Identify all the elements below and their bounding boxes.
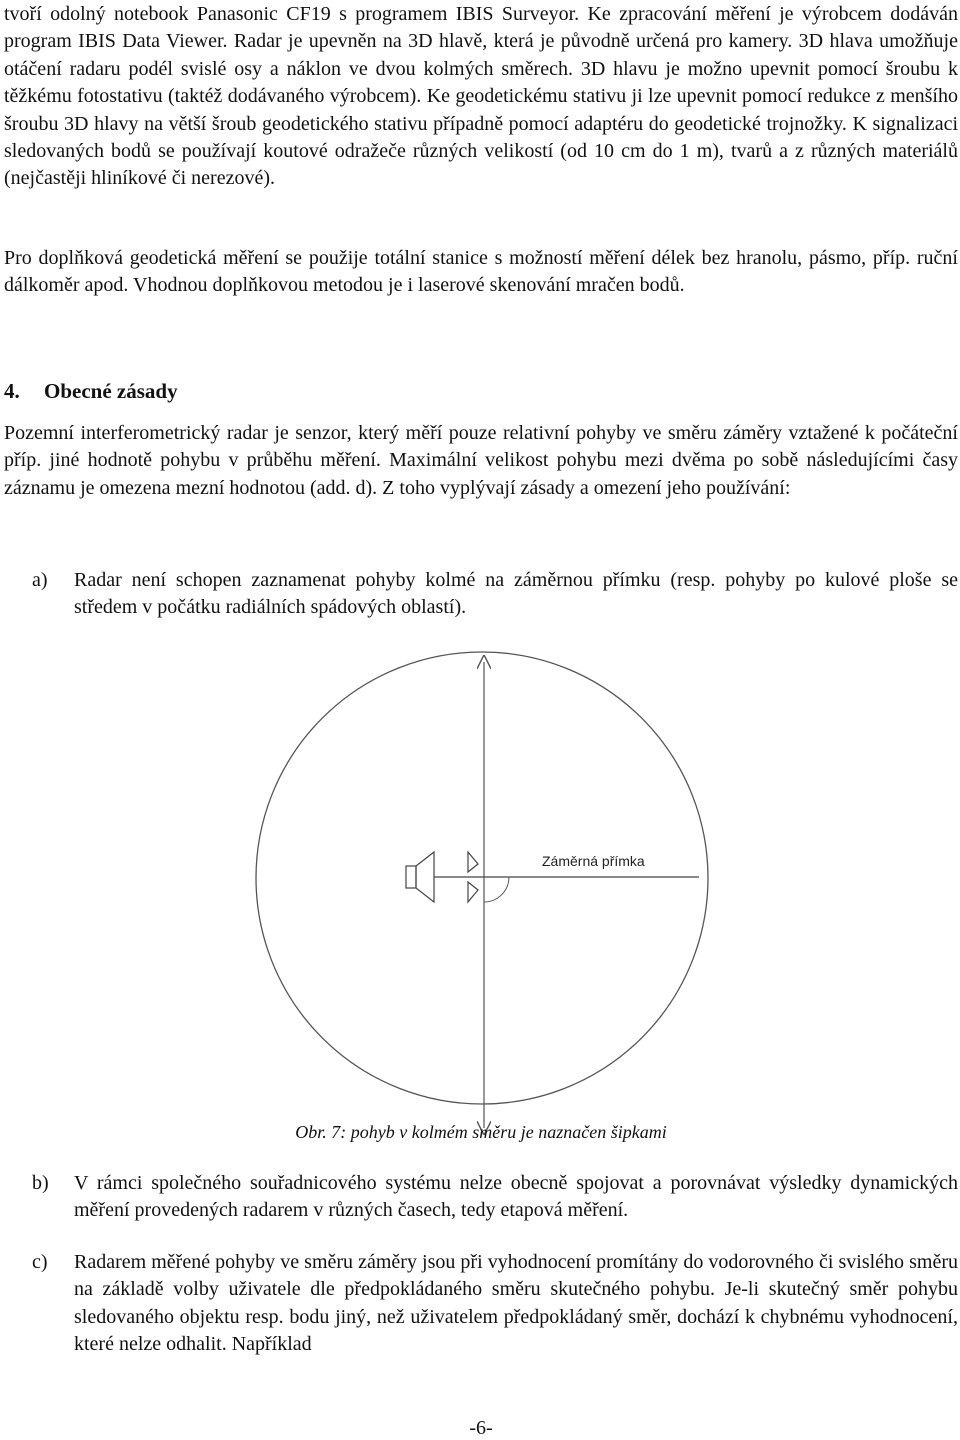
figure-radar-diagram <box>244 640 724 1140</box>
paragraph-principles: Pozemní interferometrický radar je senzor, který měří pouze relativní pohyby ve směru záměry vztažené k počáteční příp. jiné hodnotě pohybu v průběhu měření. Maximální velikost pohybu mezi dvěma po sobě následujícími časy záznamu je omezena mezní hodnotou (add. d). Z toho vyplývají zásady a omezení jeho používání: <box>4 422 958 499</box>
section-heading <box>4 379 178 404</box>
list-text: Radar není schopen zaznamenat pohyby kolmé na záměrnou přímku (resp. pohyby po kulové ploše se středem v počátku radiálních spádových oblastí). <box>74 569 958 619</box>
list-text: V rámci společného souřadnicového systému nelze obecně spojovat a porovnávat výsledky dynamických měření provedených radarem v různých časech, tedy etapová měření. <box>74 1172 958 1222</box>
section-title: Obecné zásady <box>44 379 178 403</box>
section-number: 4. <box>4 379 20 403</box>
radial-region-circle <box>256 652 708 1104</box>
figure-caption: Obr. 7: pohyb v kolmém směru je naznačen šipkami <box>295 1122 667 1142</box>
page-number: -6- <box>469 1417 493 1439</box>
list-item-a <box>4 567 958 622</box>
list-text: Radarem měřené pohyby ve směru záměry jsou při vyhodnocení promítány do vodorovného či svislého směru na základě volby uživatele dle předpokládaného směru skutečného pohybu. Je-li skutečný směr pohybu sledovaného objektu resp. bodu jiný, než uživatelem předpokládaný směr, dochází k chybnému vyhodnocení, které nelze odhalit. Například <box>74 1251 958 1356</box>
sight-line-label: Záměrná přímka <box>542 853 645 869</box>
list-item-b <box>4 1170 958 1225</box>
list-label: c) <box>32 1251 48 1273</box>
right-angle-arc <box>484 877 509 902</box>
radar-icon <box>406 852 434 902</box>
paragraph-supplementary: Pro doplňková geodetická měření se použije totální stanice s možností měření délek bez hranolu, pásmo, příp. ruční dálkoměr apod. Vhodnou doplňkovou metodou je i laserové skenování mračen bodů. <box>4 247 958 297</box>
list-item-c <box>4 1249 958 1359</box>
paragraph-intro: tvoří odolný notebook Panasonic CF19 s programem IBIS Surveyor. Ke zpracování měření je výrobcem dodáván program IBIS Data Viewer. Radar je upevněn na 3D hlavě, která je původně určená pro kamery. 3D hlava umožňuje otáčení radaru podél svislé osy a náklon ve dvou kolmých směrech. 3D hlavu je možno upevnit pomocí šroubu k těžkému fotostativu (taktéž dodávaného výrobcem). Ke geodetickému stativu ji lze upevnit pomocí redukce z menšího šroubu 3D hlavy na větší šroub geodetického stativu případně pomocí adaptéru do geodetické trojnožky. K signalizaci sledovaných bodů se používají koutové odražeče různých velikostí (od 10 cm do 1 m), tvarů a z různých materiálů (nejčastěji hliníkové či nerezové). <box>4 3 958 190</box>
list-label: b) <box>32 1172 49 1194</box>
list-label: a) <box>32 569 48 591</box>
